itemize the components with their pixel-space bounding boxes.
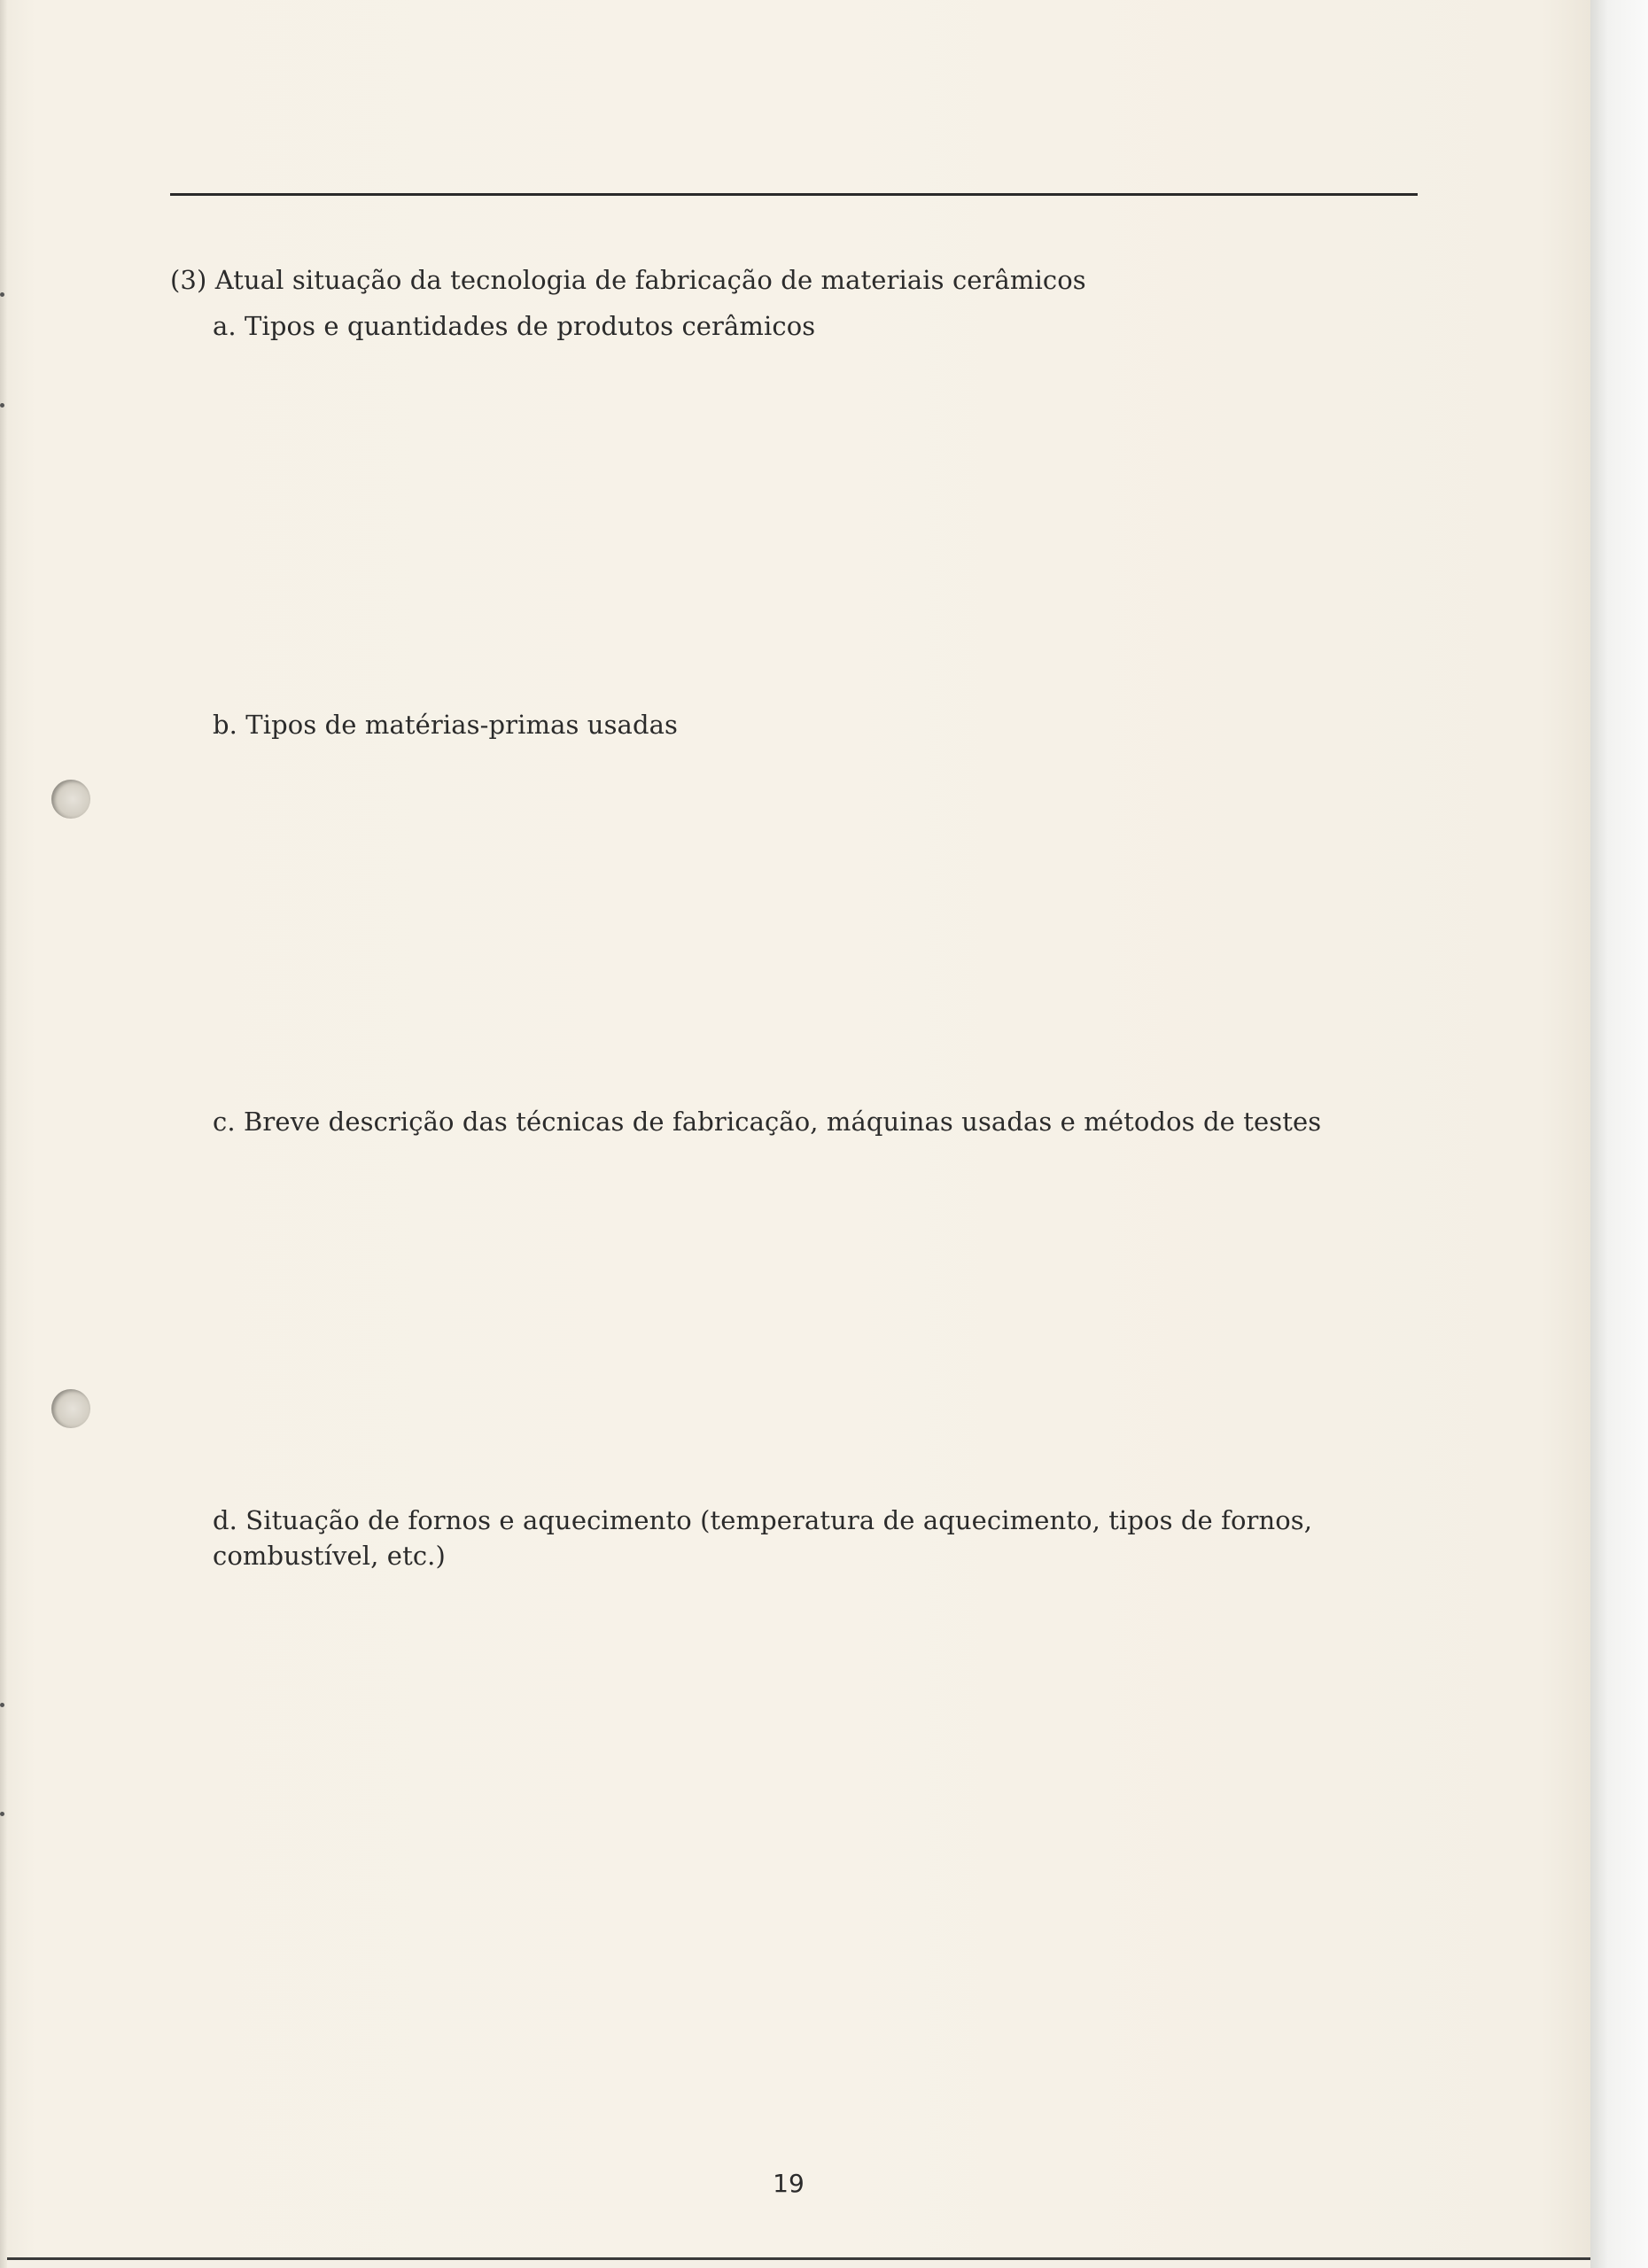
item-d: d. Situação de fornos e aquecimento (temperatura de aquecimento, tipos de fornos, combustível, etc.)	[213, 1505, 1313, 1571]
scan-background-strip	[1590, 0, 1648, 2268]
item-c: c. Breve descrição das técnicas de fabricação, máquinas usadas e métodos de testes	[213, 1107, 1322, 1137]
page-left-edge	[0, 0, 7, 2268]
item-a: a. Tipos e quantidades de produtos cerâmicos	[213, 311, 816, 341]
punch-hole	[51, 1389, 90, 1428]
section-heading: (3) Atual situação da tecnologia de fabricação de materiais cerâmicos	[170, 265, 1086, 295]
edge-mark	[0, 1812, 4, 1816]
header-rule	[170, 193, 1418, 196]
edge-mark	[0, 292, 4, 297]
page-number: 19	[773, 2169, 805, 2198]
edge-mark	[0, 403, 4, 408]
punch-hole	[51, 780, 90, 819]
edge-mark	[0, 1703, 4, 1707]
item-b: b. Tipos de matérias-primas usadas	[213, 710, 678, 740]
